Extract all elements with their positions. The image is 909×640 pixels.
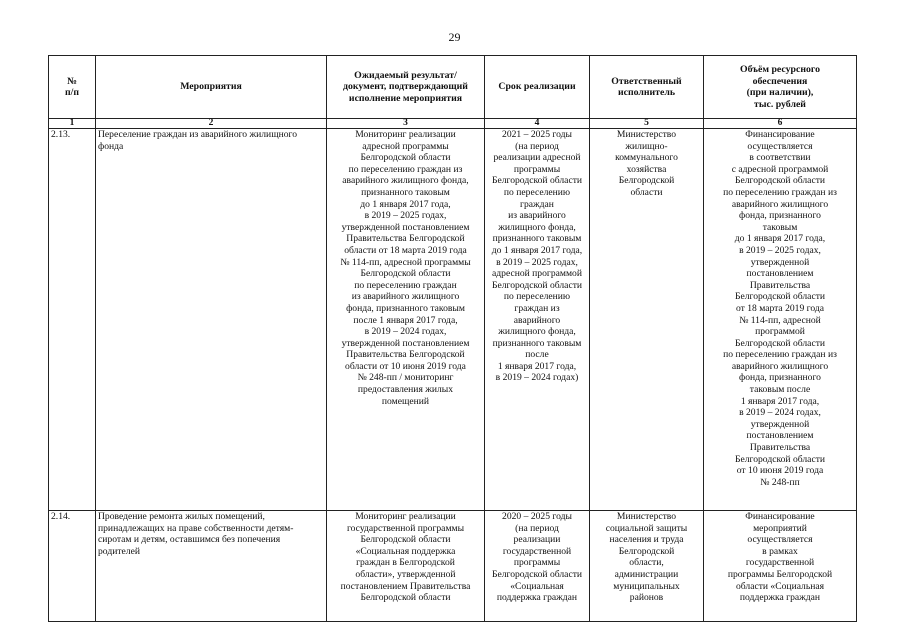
funding-cell: Финансирование мероприятий осуществляется в рамках государственной программы Белгородской области «Социальная поддержка граждан (704, 511, 857, 622)
table-header-row (49, 56, 857, 119)
column-number: 6 (704, 119, 857, 129)
header-expected-result: Ожидаемый результат/ документ, подтверждающий исполнение мероприятия (327, 56, 485, 119)
result-cell: Мониторинг реализации государственной программы Белгородской области «Социальная поддержка граждан в Белгородской области», утвержденной постановлением Правительства Белгородской области (327, 511, 485, 622)
header-term: Срок реализации (485, 56, 590, 119)
row-number: 2.13. (49, 129, 96, 511)
funding-cell: Финансирование осуществляется в соответствии с адресной программой Белгородской области по переселению граждан из аварийного жилищного фонда, признанного таковым до 1 января 2017 года, в 2019 – 2025 годах, утвержденной постановлением Правительства Белгородской области от 18 марта 2019 года № 114-пп, адресной программой Белгородской области по переселению граждан из аварийного жилищного фонда, признанного таковым после 1 января 2017 года, в 2019 – 2024 годах, утвержденной постановлением Правительства Белгородской области от 10 июня 2019 года № 248-пп (704, 129, 857, 511)
term-cell: 2020 – 2025 годы (на период реализации государственной программы Белгородской области «Социальная поддержка граждан (485, 511, 590, 622)
column-number: 3 (327, 119, 485, 129)
term-cell: 2021 – 2025 годы (на период реализации адресной программы Белгородской области по переселению граждан из аварийного жилищного фонда, признанного таковым до 1 января 2017 года, в 2019 – 2025 годах, адресной программой Белгородской области по переселению граждан из аварийного жилищного фонда, признанного таковым после 1 января 2017 года, в 2019 – 2024 годах) (485, 129, 590, 511)
column-number: 1 (49, 119, 96, 129)
header-funding: Объём ресурсного обеспечения (при наличии), тыс. рублей (704, 56, 857, 119)
column-number: 4 (485, 119, 590, 129)
executor-cell: Министерство социальной защиты населения и труда Белгородской области, администрации муниципальных районов (590, 511, 704, 622)
event-cell: Переселение граждан из аварийного жилищного фонда (96, 129, 327, 511)
table-row (49, 511, 857, 622)
row-number: 2.14. (49, 511, 96, 622)
executor-cell: Министерство жилищно- коммунального хозяйства Белгородской области (590, 129, 704, 511)
header-number: № п/п (49, 56, 96, 119)
column-number: 2 (96, 119, 327, 129)
page-number: 29 (448, 30, 461, 44)
header-events: Мероприятия (96, 56, 327, 119)
header-executor: Ответственный исполнитель (590, 56, 704, 119)
event-cell: Проведение ремонта жилых помещений, принадлежащих на праве собственности детям- сиротам и детям, оставшимся без попечения родителей (96, 511, 327, 622)
result-cell: Мониторинг реализации адресной программы Белгородской области по переселению граждан из аварийного жилищного фонда, признанного таковым до 1 января 2017 года, в 2019 – 2025 годах, утвержденной постановлением Правительства Белгородской области от 18 марта 2019 года № 114-пп, адресной программы Белгородской области по переселению граждан из аварийного жилищного фонда, признанного таковым после 1 января 2017 года, в 2019 – 2024 годах, утвержденной постановлением Правительства Белгородской области от 10 июня 2019 года № 248-пп / мониторинг предоставления жилых помещений (327, 129, 485, 511)
table-row (49, 129, 857, 511)
events-table (48, 55, 857, 622)
column-number-row (49, 119, 857, 129)
column-number: 5 (590, 119, 704, 129)
